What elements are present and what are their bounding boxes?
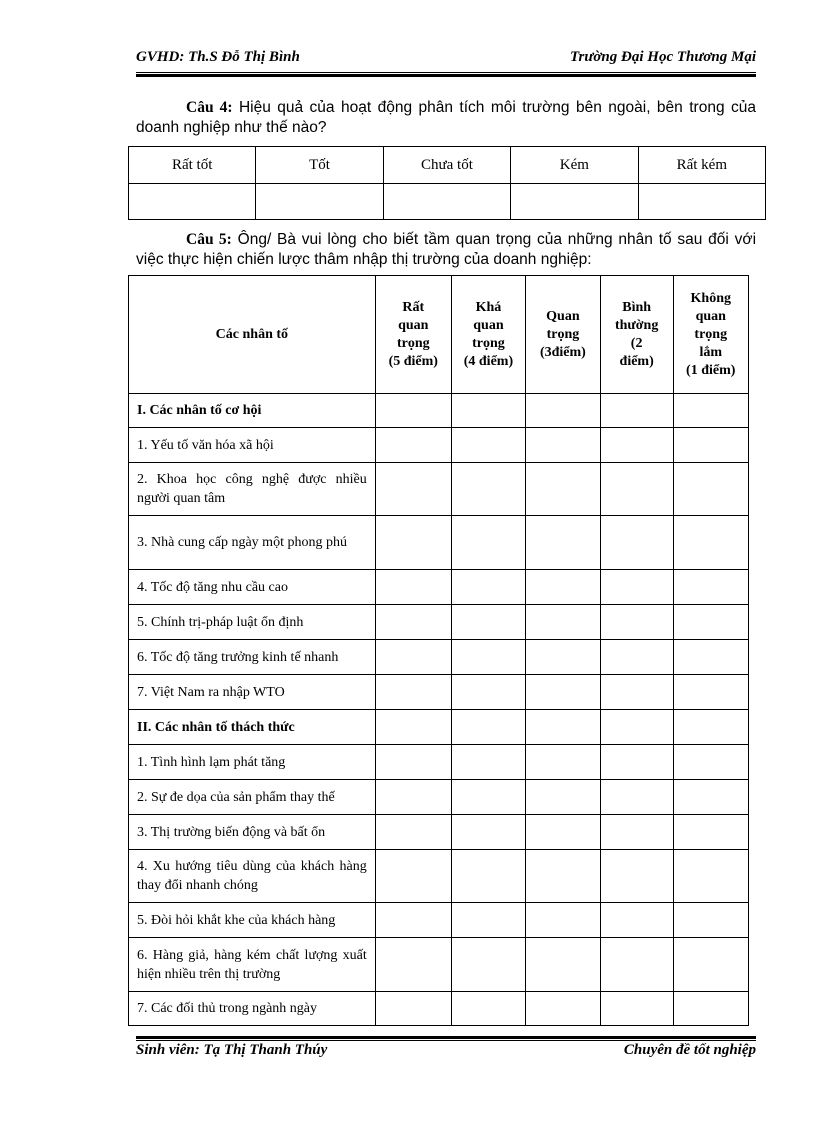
score-column-header (375, 276, 451, 394)
score-cell[interactable] (451, 780, 525, 815)
footer-rule-thin (136, 1040, 756, 1041)
footer-student: Sinh viên: Tạ Thị Thanh Thúy (136, 1042, 328, 1058)
score-header-line: (4 điểm) (463, 353, 514, 369)
header-university: Trường Đại Học Thương Mại (569, 49, 756, 65)
score-cell[interactable] (375, 394, 451, 428)
score-cell[interactable] (451, 938, 525, 992)
factor-label: 1. Tình hình lạm phát tăng (129, 745, 376, 780)
score-column-header (451, 276, 525, 394)
score-cell[interactable] (375, 463, 451, 516)
score-cell[interactable] (451, 394, 525, 428)
factor-row (129, 780, 749, 815)
question-4-lead: Câu 4: (186, 99, 233, 116)
factor-row (129, 516, 749, 570)
score-cell[interactable] (375, 570, 451, 605)
score-header-line: (3điểm) (539, 344, 586, 360)
score-column-header (673, 276, 749, 394)
score-cell[interactable] (673, 675, 749, 710)
question-5-lead: Câu 5: (186, 231, 232, 248)
score-cell[interactable] (526, 815, 601, 850)
score-cell[interactable] (375, 640, 451, 675)
score-header-line: trọng (472, 335, 505, 351)
factor-label: 5. Đòi hỏi khắt khe của khách hàng (129, 903, 376, 938)
factor-label: 2. Khoa học công nghệ được nhiều người quan tâm (129, 463, 376, 516)
score-header-line: trọng (694, 326, 728, 342)
score-header-line: trọng (396, 335, 430, 351)
score-header-line: Quan (546, 308, 580, 324)
score-cell[interactable] (600, 570, 673, 605)
factor-row (129, 815, 749, 850)
rating-answer-cell[interactable] (129, 184, 256, 220)
score-cell[interactable] (673, 850, 749, 903)
score-header-line: Rất (402, 299, 425, 315)
footer-rule-thick (136, 1036, 756, 1039)
page-header (136, 47, 756, 73)
factor-label: 2. Sự đe dọa của sản phẩm thay thế (129, 780, 376, 815)
factor-row (129, 675, 749, 710)
score-header-line: (5 điểm) (388, 353, 438, 369)
rating-answer-cell[interactable] (638, 184, 765, 220)
question-5-table (128, 275, 749, 1026)
score-cell[interactable] (451, 710, 525, 745)
score-header-line: lắm (699, 344, 723, 360)
factor-group-label: II. Các nhân tố thách thức (129, 710, 376, 745)
factor-column-header: Các nhân tố (129, 276, 376, 394)
score-cell[interactable] (375, 992, 451, 1026)
score-cell[interactable] (673, 745, 749, 780)
score-cell[interactable] (526, 903, 601, 938)
score-cell[interactable] (600, 675, 673, 710)
score-cell[interactable] (451, 463, 525, 516)
score-cell[interactable] (673, 516, 749, 570)
score-cell[interactable] (673, 815, 749, 850)
score-column-header (526, 276, 601, 394)
question-4-paragraph (136, 98, 756, 138)
score-cell[interactable] (673, 938, 749, 992)
score-cell[interactable] (526, 710, 601, 745)
score-cell[interactable] (451, 675, 525, 710)
score-cell[interactable] (451, 815, 525, 850)
score-cell[interactable] (526, 428, 601, 463)
score-cell[interactable] (526, 570, 601, 605)
score-cell[interactable] (600, 745, 673, 780)
score-cell[interactable] (375, 710, 451, 745)
score-cell[interactable] (375, 815, 451, 850)
question-5-text: Ông/ Bà vui lòng cho biết tầm quan trọng của những nhân tố sau đối với việc thực hiện chiến lược thâm nhập thị trường của doanh nghiệp: (136, 231, 757, 268)
score-cell[interactable] (375, 745, 451, 780)
score-cell[interactable] (375, 516, 451, 570)
score-cell[interactable] (451, 605, 525, 640)
score-cell[interactable] (673, 394, 749, 428)
factor-row (129, 428, 749, 463)
factor-label: 4. Xu hướng tiêu dùng của khách hàng thay đổi nhanh chóng (129, 850, 376, 903)
header-rule-thick (136, 74, 756, 77)
score-header-line: quan (695, 308, 726, 324)
rating-answer-cell[interactable] (383, 184, 510, 220)
score-cell[interactable] (451, 903, 525, 938)
factor-label: 3. Nhà cung cấp ngày một phong phú (129, 516, 376, 570)
score-cell[interactable] (600, 394, 673, 428)
factor-label: 3. Thị trường biến động và bất ổn (129, 815, 376, 850)
score-cell[interactable] (526, 640, 601, 675)
score-header-line: (1 điểm) (686, 362, 736, 378)
score-cell[interactable] (600, 516, 673, 570)
score-cell[interactable] (600, 640, 673, 675)
score-cell[interactable] (375, 428, 451, 463)
page-footer (136, 1042, 756, 1064)
score-cell[interactable] (451, 850, 525, 903)
score-cell[interactable] (451, 640, 525, 675)
score-cell[interactable] (673, 428, 749, 463)
question-5-paragraph (136, 230, 756, 270)
factor-label: 6. Hàng giả, hàng kém chất lượng xuất hiện nhiều trên thị trường (129, 938, 376, 992)
score-cell[interactable] (673, 710, 749, 745)
rating-option-5: Rất kém (638, 147, 765, 184)
score-cell[interactable] (673, 463, 749, 516)
question-4-table (128, 146, 766, 220)
score-header-line: Không (690, 290, 731, 306)
score-cell[interactable] (600, 780, 673, 815)
score-cell[interactable] (375, 903, 451, 938)
factor-group-row (129, 394, 749, 428)
score-header-line: Khá (475, 299, 502, 315)
factor-label: 4. Tốc độ tăng nhu cầu cao (129, 570, 376, 605)
score-cell[interactable] (375, 780, 451, 815)
score-cell[interactable] (600, 903, 673, 938)
score-cell[interactable] (673, 903, 749, 938)
factor-row (129, 463, 749, 516)
header-rule-thin (136, 72, 756, 73)
score-cell[interactable] (526, 780, 601, 815)
score-cell[interactable] (375, 850, 451, 903)
score-cell[interactable] (526, 463, 601, 516)
score-cell[interactable] (673, 570, 749, 605)
score-header-line: trọng (546, 326, 580, 342)
factor-row (129, 570, 749, 605)
score-cell[interactable] (451, 992, 525, 1026)
score-cell[interactable] (526, 992, 601, 1026)
question-4-text: Hiệu quả của hoạt động phân tích môi trường bên ngoài, bên trong của doanh nghiệp như thế nào? (136, 99, 756, 136)
score-cell[interactable] (451, 428, 525, 463)
score-cell[interactable] (451, 745, 525, 780)
score-cell[interactable] (526, 394, 601, 428)
factor-row (129, 640, 749, 675)
rating-answer-cell[interactable] (511, 184, 638, 220)
factor-row (129, 938, 749, 992)
score-header-line: Bình (622, 299, 652, 315)
rating-option-4: Kém (511, 147, 638, 184)
header-advisor: GVHD: Th.S Đỗ Thị Bình (136, 49, 300, 65)
score-cell[interactable] (451, 570, 525, 605)
factor-row (129, 850, 749, 903)
score-cell[interactable] (673, 640, 749, 675)
rating-option-2: Tốt (256, 147, 383, 184)
factor-label: 7. Việt Nam ra nhập WTO (129, 675, 376, 710)
score-cell[interactable] (526, 675, 601, 710)
rating-answer-cell[interactable] (256, 184, 383, 220)
factor-label: 7. Các đối thủ trong ngành ngày (129, 992, 376, 1026)
score-cell[interactable] (375, 605, 451, 640)
score-cell[interactable] (600, 850, 673, 903)
footer-thesis-type: Chuyên đề tốt nghiệp (623, 1042, 756, 1058)
rating-option-3: Chưa tốt (383, 147, 510, 184)
score-cell[interactable] (526, 850, 601, 903)
factor-row (129, 992, 749, 1026)
score-header-line: (2 (630, 335, 643, 351)
factor-group-row (129, 710, 749, 745)
factor-group-label: I. Các nhân tố cơ hội (129, 394, 376, 428)
score-cell[interactable] (600, 815, 673, 850)
score-cell[interactable] (673, 605, 749, 640)
score-cell[interactable] (673, 780, 749, 815)
score-cell[interactable] (600, 992, 673, 1026)
score-cell[interactable] (673, 992, 749, 1026)
score-cell[interactable] (451, 516, 525, 570)
factor-row (129, 903, 749, 938)
score-cell[interactable] (600, 463, 673, 516)
factor-row (129, 745, 749, 780)
score-header-line: quan (398, 317, 429, 333)
score-header-line: quan (473, 317, 504, 333)
score-column-header (600, 276, 673, 394)
factor-label: 6. Tốc độ tăng trưởng kinh tế nhanh (129, 640, 376, 675)
score-header-line: điểm) (619, 353, 654, 369)
score-cell[interactable] (600, 710, 673, 745)
factor-row (129, 605, 749, 640)
score-cell[interactable] (600, 605, 673, 640)
score-cell[interactable] (375, 938, 451, 992)
score-cell[interactable] (526, 745, 601, 780)
score-cell[interactable] (526, 516, 601, 570)
rating-option-1: Rất tốt (129, 147, 256, 184)
factor-label: 1. Yếu tố văn hóa xã hội (129, 428, 376, 463)
score-cell[interactable] (375, 675, 451, 710)
score-cell[interactable] (526, 605, 601, 640)
score-cell[interactable] (600, 938, 673, 992)
score-cell[interactable] (526, 938, 601, 992)
score-header-line: thường (614, 317, 659, 333)
factor-label: 5. Chính trị-pháp luật ổn định (129, 605, 376, 640)
score-cell[interactable] (600, 428, 673, 463)
